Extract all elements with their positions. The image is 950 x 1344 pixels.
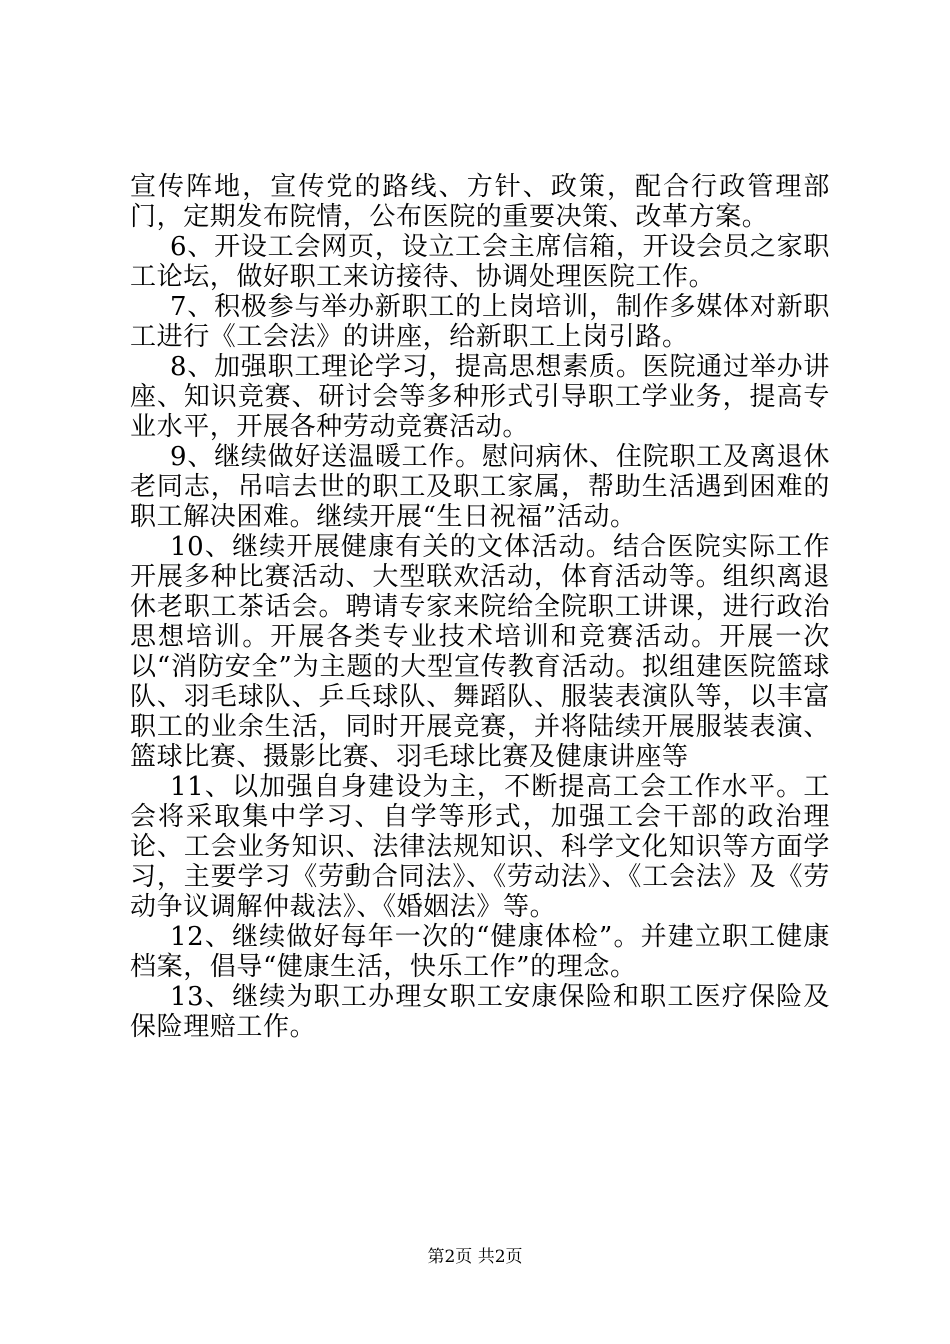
paragraph-item-12: 12、继续做好每年一次的“健康体检”。并建立职工健康档案，倡导“健康生活，快乐工作”的理念。: [130, 922, 830, 982]
paragraph-item-7: 7、积极参与举办新职工的上岗培训，制作多媒体对新职工进行《工会法》的讲座，给新职工上岗引路。: [130, 292, 830, 352]
document-body: [130, 172, 830, 1042]
page-footer: [0, 1246, 950, 1268]
paragraph-item-13: 13、继续为职工办理女职工安康保险和职工医疗保险及保险理赔工作。: [130, 982, 830, 1042]
paragraph-item-9: 9、继续做好送温暖工作。慰问病休、住院职工及离退休老同志，吊唁去世的职工及职工家属，帮助生活遇到困难的职工解决困难。继续开展“生日祝福”活动。: [130, 442, 830, 532]
page-number-label: 第2页 共2页: [427, 1247, 523, 1267]
paragraph-continuation: 宣传阵地，宣传党的路线、方针、政策，配合行政管理部门，定期发布院情，公布医院的重要决策、改革方案。: [130, 172, 830, 232]
paragraph-item-6: 6、开设工会网页，设立工会主席信箱，开设会员之家职工论坛，做好职工来访接待、协调处理医院工作。: [130, 232, 830, 292]
paragraph-item-11: 11、以加强自身建设为主，不断提高工会工作水平。工会将采取集中学习、自学等形式，加强工会干部的政治理论、工会业务知识、法律法规知识、科学文化知识等方面学习，主要学习《劳動合同法》、《劳动法》、《工会法》及《劳动争议调解仲裁法》、《婚姻法》等。: [130, 772, 830, 922]
paragraph-item-10: 10、继续开展健康有关的文体活动。结合医院实际工作开展多种比赛活动、大型联欢活动，体育活动等。组织离退休老职工茶话会。聘请专家来院给全院职工讲课，进行政治思想培训。开展各类专业技术培训和竞赛活动。开展一次以“消防安全”为主题的大型宣传教育活动。拟组建医院篮球队、羽毛球队、乒乓球队、舞蹈队、服装表演队等，以丰富职工的业余生活，同时开展竞赛，并将陆续开展服装表演、篮球比赛、摄影比赛、羽毛球比赛及健康讲座等: [130, 532, 830, 772]
paragraph-item-8: 8、加强职工理论学习，提高思想素质。医院通过举办讲座、知识竞赛、研讨会等多种形式引导职工学业务，提高专业水平，开展各种劳动竞赛活动。: [130, 352, 830, 442]
